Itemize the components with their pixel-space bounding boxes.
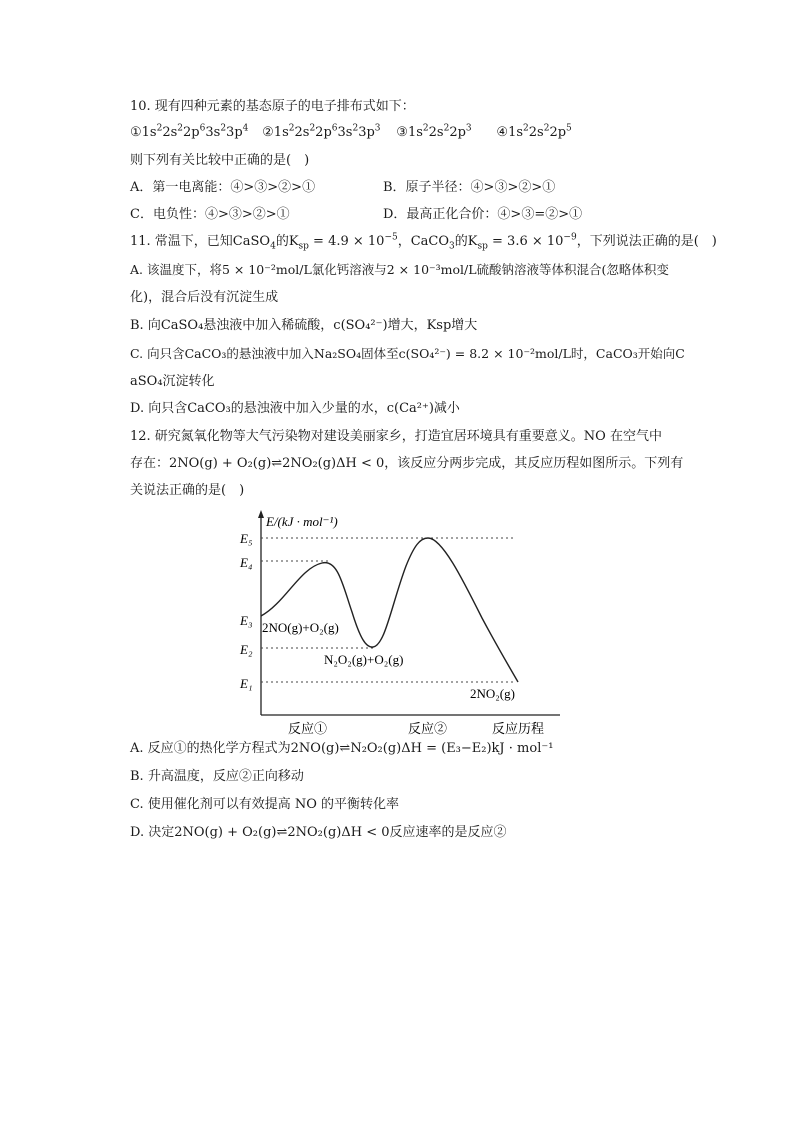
q10-option-a: A．第一电离能：④>③>②>① (130, 180, 316, 195)
q12-stem-line2: 存在：2NO(g) + O₂(g)⇌2NO₂(g)ΔH < 0，该反应分两步完成，其反应历程如图所示。下列有 (130, 456, 684, 471)
level-e4-label: E₄ (240, 555, 253, 570)
q11-option-c-line1: C. 向只含CaCO₃的悬浊液中加入Na₂SO₄固体至c(SO₄²⁻) = 8.2 × 10⁻²mol/L时，CaCO₃开始向C (130, 346, 685, 361)
q12-option-b: B. 升高温度，反应②正向移动 (130, 769, 304, 784)
y-axis-arrow (258, 510, 264, 518)
q10-configs (130, 124, 572, 142)
x-tick-reaction-2: 反应② (408, 721, 448, 736)
q10-config-2: $②1s^22s^22p^63s^23p^3$ (262, 123, 381, 140)
q11-option-a-line1: A. 该温度下，将5 × 10⁻²mol/L氯化钙溶液与2 × 10⁻³mol/L硫酸钠溶液等体积混合(忽略体积变 (130, 262, 669, 277)
level-e3-label: E₃ (240, 613, 253, 628)
x-axis-label: 反应历程 (492, 721, 545, 736)
y-axis-label: E/(kJ · mol⁻¹) (266, 514, 338, 529)
species-start: 2NO(g)+O₂(g) (262, 620, 339, 635)
q11-option-d: D. 向只含CaCO₃的悬浊液中加入少量的水，c(Ca²⁺)减小 (130, 401, 460, 416)
species-mid: N₂O₂(g)+O₂(g) (324, 652, 404, 667)
q10-config-4: $④1s^22s^22p^5$ (496, 123, 572, 140)
q12-stem-line1: 12. 研究氮氧化物等大气污染物对建设美丽家乡，打造宜居环境具有重要意义。NO 在空气中 (130, 429, 662, 444)
level-e1-label: E₁ (240, 676, 253, 691)
q11-option-c-line2: aSO₄沉淀转化 (130, 374, 215, 389)
q10-question: 则下列有关比较中正确的是( ) (130, 153, 310, 168)
q12-option-d: D. 决定2NO(g) + O₂(g)⇌2NO₂(g)ΔH < 0反应速率的是反应② (130, 825, 507, 840)
q10-option-b: B．原子半径：④>③>②>① (383, 180, 556, 195)
species-end: 2NO₂(g) (470, 686, 515, 701)
q10-config-1: $①1s^22s^22p^63s^23p^4$ (130, 123, 249, 140)
q11-stem: 11. 常温下，已知CaSO$_4$的$K_{sp} = 4.9 \times 10^{-5}$，CaCO$_3$的$K_{sp} = 3.6 \times 10^{-9}$，下列说法正确的是( ) (130, 232, 717, 252)
q12-option-a: A. 反应①的热化学方程式为2NO(g)⇌N₂O₂(g)ΔH = (E₃−E₂)kJ · mol⁻¹ (130, 741, 554, 756)
q11-option-a-line2: 化)，混合后没有沉淀生成 (130, 290, 279, 305)
level-e5-label: E₅ (240, 531, 253, 546)
q10-stem: 10. 现有四种元素的基态原子的电子排布式如下： (130, 99, 415, 114)
energy-profile-diagram (230, 508, 570, 740)
q10-option-d: D．最高正化合价：④>③=②>① (383, 207, 583, 222)
q10-config-3: $③1s^22s^22p^3$ (396, 123, 472, 140)
level-e2-label: E₂ (240, 642, 253, 657)
q11-option-b: B. 向CaSO₄悬浊液中加入稀硫酸，c(SO₄²⁻)增大，Ksp增大 (130, 318, 478, 333)
q12-stem-line3: 关说法正确的是( ) (130, 483, 245, 498)
q10-option-c: C．电负性：④>③>②>① (130, 207, 290, 222)
x-tick-reaction-1: 反应① (288, 721, 328, 736)
q12-option-c: C. 使用催化剂可以有效提高 NO 的平衡转化率 (130, 797, 400, 812)
